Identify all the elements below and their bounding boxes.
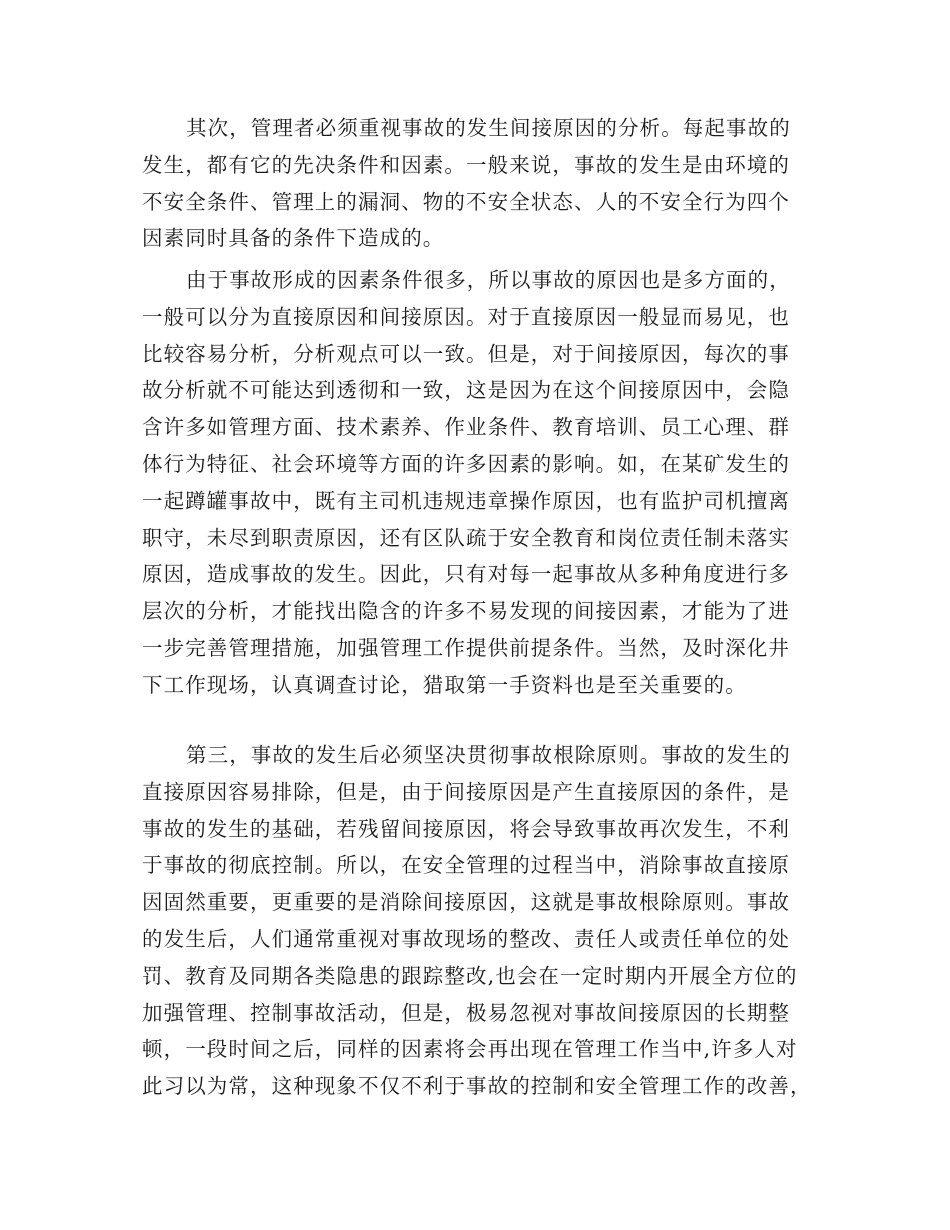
paragraph-line: 的发生后，人们通常重视对事故现场的整改、责任人或责任单位的处 [142, 926, 790, 951]
paragraph-line: 比较容易分析，分析观点可以一致。但是，对于间接原因，每次的事 [142, 341, 790, 366]
paragraph-line: 此习以为常，这种现象不仅不利于事故的控制和安全管理工作的改善， [142, 1074, 812, 1099]
paragraph-line: 罚、教育及同期各类隐患的跟踪整改,也会在一定时期内开展全方位的 [142, 963, 798, 988]
paragraph-line: 体行为特征、社会环境等方面的许多因素的影响。如，在某矿发生的 [142, 451, 790, 476]
paragraph-line: 因固然重要，更重要的是消除间接原因，这就是事故根除原则。事故 [142, 890, 790, 915]
paragraph-line: 下工作现场，认真调查讨论，猎取第一手资料也是至关重要的。 [142, 672, 747, 697]
paragraph-line: 顿，一段时间之后，同样的因素将会再出现在管理工作当中,许多人对 [142, 1037, 798, 1062]
paragraph-line: 一般可以分为直接原因和间接原因。对于直接原因一般显而易见，也 [142, 304, 790, 329]
paragraph-line: 事故的发生的基础，若残留间接原因，将会导致事故再次发生，不利 [142, 816, 790, 841]
paragraph-line: 一起蹲罐事故中，既有主司机违规违章操作原因，也有监护司机擅离 [142, 488, 790, 513]
paragraph-line: 一步完善管理措施，加强管理工作提供前提条件。当然，及时深化井 [142, 635, 790, 660]
paragraph-line: 层次的分析，才能找出隐含的许多不易发现的间接因素，才能为了进 [142, 599, 790, 624]
paragraph-line: 不安全条件、管理上的漏洞、物的不安全状态、人的不安全行为四个 [142, 189, 790, 214]
paragraph-1 [142, 110, 802, 257]
paragraph-line: 含许多如管理方面、技术素养、作业条件、教育培训、员工心理、群 [142, 415, 790, 440]
paragraph-line: 于事故的彻底控制。所以，在安全管理的过程当中，消除事故直接原 [142, 853, 790, 878]
paragraph-line: 直接原因容易排除，但是，由于间接原因是产生直接原因的条件，是 [142, 779, 790, 804]
paragraph-line: 加强管理、控制事故活动，但是，极易忽视对事故间接原因的长期整 [142, 1000, 790, 1025]
paragraph-line: 由于事故形成的因素条件很多，所以事故的原因也是多方面的， [186, 268, 791, 292]
paragraph-line: 职守，未尽到职责原因，还有区队疏于安全教育和岗位责任制未落实 [142, 525, 790, 550]
paragraph-3 [142, 737, 812, 1105]
paragraph-line: 第三，事故的发生后必须坚决贯彻事故根除原则。事故的发生的 [186, 743, 791, 767]
paragraph-2 [142, 262, 802, 704]
paragraph-line: 原因，造成事故的发生。因此，只有对每一起事故从多种角度进行多 [142, 562, 790, 587]
paragraph-line: 其次，管理者必须重视事故的发生间接原因的分析。每起事故的 [186, 116, 791, 140]
paragraph-line: 故分析就不可能达到透彻和一致，这是因为在这个间接原因中，会隐 [142, 378, 790, 403]
paragraph-line: 发生，都有它的先决条件和因素。一般来说，事故的发生是由环境的 [142, 152, 790, 177]
paragraph-line: 因素同时具备的条件下造成的。 [142, 226, 445, 251]
